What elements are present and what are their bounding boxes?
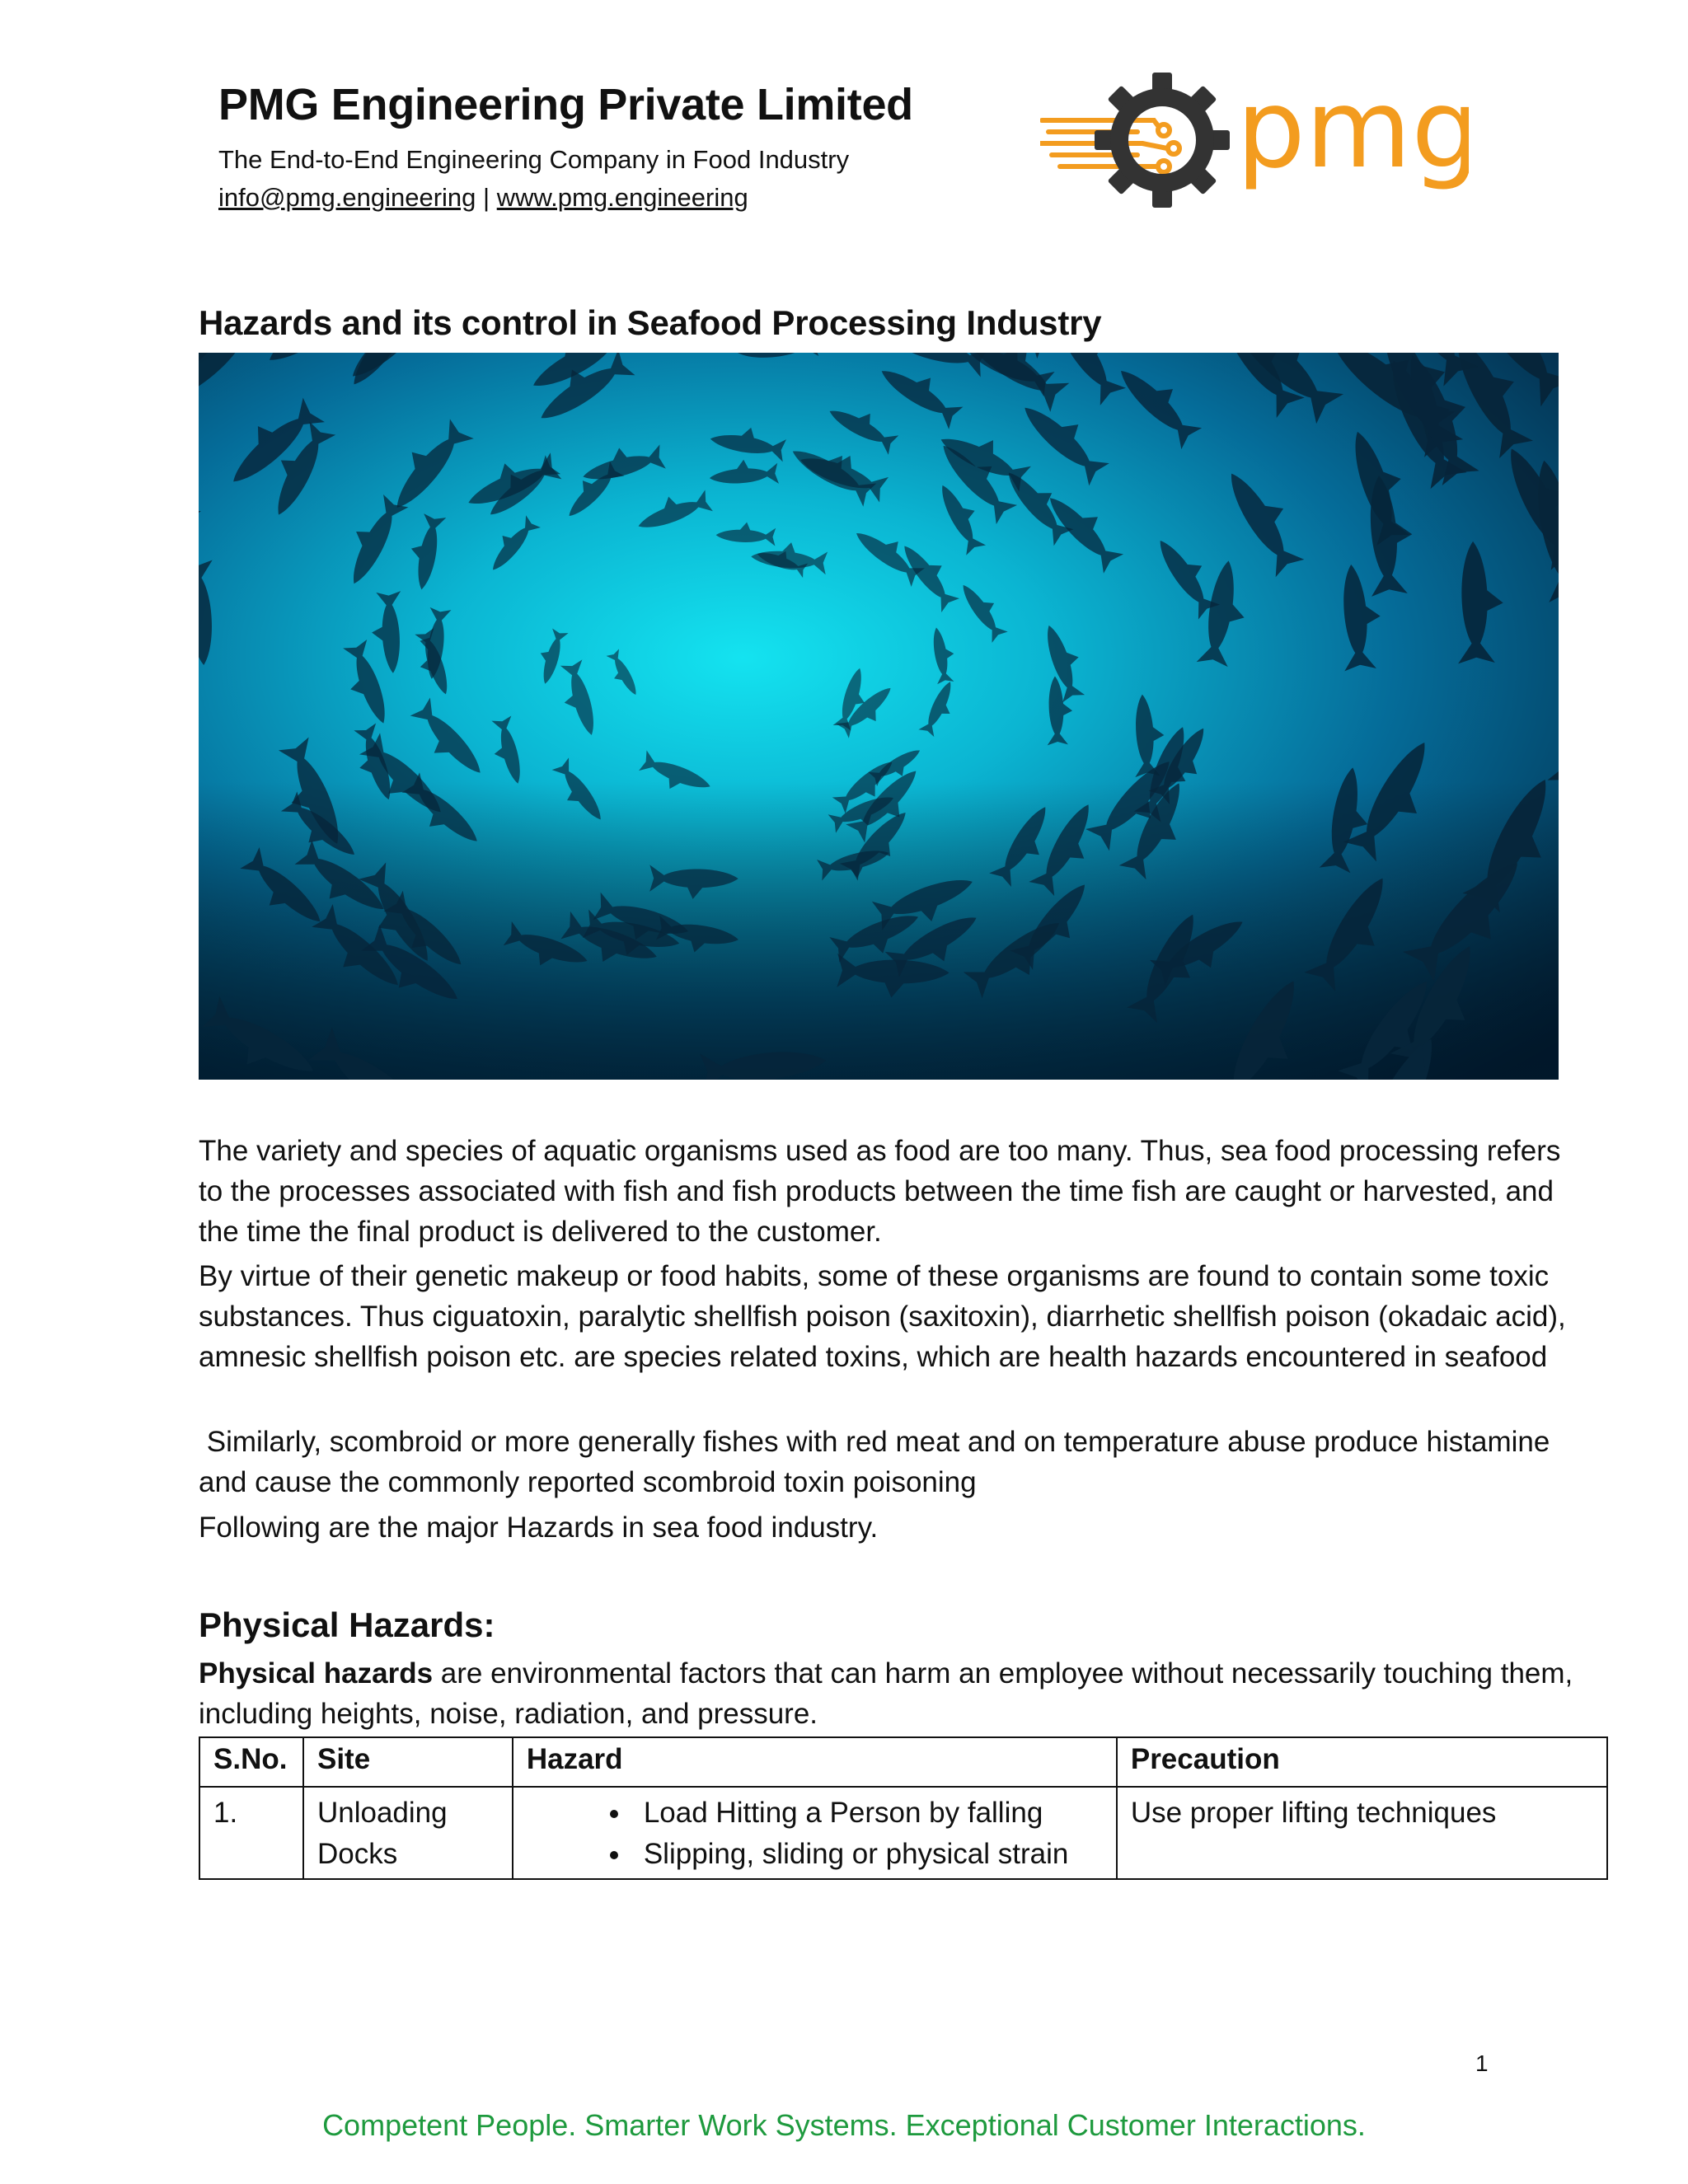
- cell-hazard: [513, 1787, 1117, 1879]
- logo-wordmark: pmg: [1236, 69, 1469, 193]
- hazard-list-item: • Slipping, sliding or physical strain: [632, 1834, 1103, 1875]
- column-header-sno: S.No.: [199, 1737, 303, 1787]
- section-intro: [199, 1653, 1592, 1734]
- table-row: [199, 1787, 1607, 1879]
- cell-precaution: Use proper lifting techniques: [1117, 1787, 1607, 1879]
- section-heading-physical-hazards: Physical Hazards:: [199, 1605, 495, 1644]
- intro-paragraph-2: By virtue of their genetic makeup or food habits, some of these organisms are found to contain some toxic substances. Thus ciguatoxin, paralytic shellfish poison (saxitoxin), diarrhetic shellfish poison (okadaic acid), amnesic shellfish poison etc. are species related toxins, which are health hazards encountered in seafood: [199, 1260, 1566, 1373]
- email-link[interactable]: info@pmg.engineering: [218, 183, 476, 212]
- table-header-row: [199, 1737, 1607, 1787]
- contact-line: [218, 183, 748, 213]
- pmg-logo: [1040, 69, 1469, 209]
- website-link[interactable]: www.pmg.engineering: [496, 183, 748, 212]
- hazard-table: [199, 1736, 1608, 1880]
- document-title: Hazards and its control in Seafood Processing Industry: [199, 303, 1102, 342]
- column-header-hazard: Hazard: [513, 1737, 1117, 1787]
- cell-site: Unloading Docks: [303, 1787, 513, 1879]
- hazard-list-item: • Load Hitting a Person by falling: [632, 1793, 1103, 1834]
- column-header-site: Site: [303, 1737, 513, 1787]
- intro-paragraph-4: Following are the major Hazards in sea food industry.: [199, 1511, 879, 1544]
- intro-paragraph-1: The variety and species of aquatic organisms used as food are too many. Thus, sea food processing refers to the processes associated with fish and fish products between the time fish are caught or harvested, and the time the final product is delivered to the customer.: [199, 1135, 1561, 1248]
- contact-separator: |: [483, 183, 490, 212]
- company-tagline: The End-to-End Engineering Company in Food Industry: [218, 145, 850, 174]
- page-number: 1: [1475, 2050, 1489, 2076]
- footer-slogan: Competent People. Smarter Work Systems. Exceptional Customer Interactions.: [322, 2108, 1366, 2142]
- section-intro-text: are environmental factors that can harm an employee without necessarily touching them, including heights, noise, radiation, and pressure.: [199, 1657, 1573, 1730]
- school-of-fish-image: [199, 353, 1559, 1080]
- column-header-precaution: Precaution: [1117, 1737, 1607, 1787]
- hazard-list: [527, 1793, 1103, 1875]
- company-name: PMG Engineering Private Limited: [218, 80, 913, 129]
- intro-paragraph-3: Similarly, scombroid or more generally fishes with red meat and on temperature abuse produce histamine and cause the commonly reported scombroid toxin poisoning: [199, 1426, 1559, 1498]
- cell-sno: 1.: [199, 1787, 303, 1879]
- section-intro-term: Physical hazards: [199, 1657, 434, 1690]
